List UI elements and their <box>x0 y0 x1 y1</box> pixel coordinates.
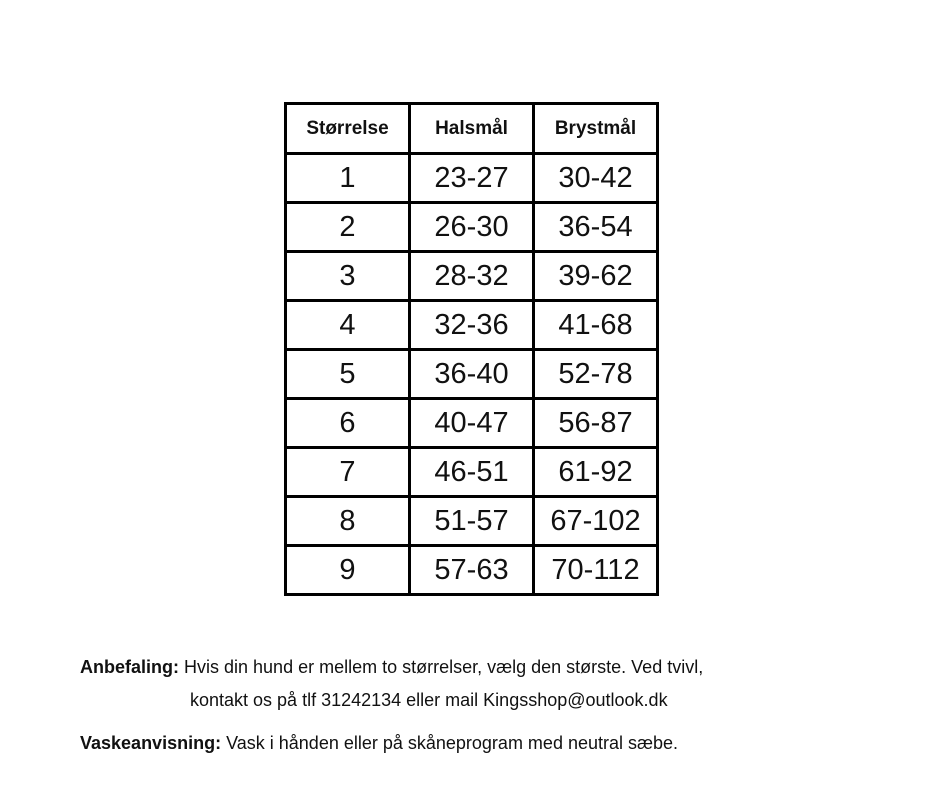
cell-size: 6 <box>286 399 410 448</box>
cell-chest: 41-68 <box>534 301 658 350</box>
table-row <box>286 350 658 399</box>
cell-size: 9 <box>286 546 410 595</box>
recommendation-line-2: kontakt os på tlf 31242134 eller mail Kingsshop@outlook.dk <box>190 690 668 710</box>
cell-chest: 36-54 <box>534 203 658 252</box>
cell-size: 7 <box>286 448 410 497</box>
cell-chest: 39-62 <box>534 252 658 301</box>
cell-chest: 56-87 <box>534 399 658 448</box>
cell-chest: 70-112 <box>534 546 658 595</box>
cell-size: 4 <box>286 301 410 350</box>
cell-size: 1 <box>286 154 410 203</box>
table-row <box>286 546 658 595</box>
washing-label: Vaskeanvisning: <box>80 733 222 753</box>
recommendation-line-1 <box>80 653 703 681</box>
size-table <box>284 102 659 596</box>
table-row <box>286 154 658 203</box>
cell-chest: 61-92 <box>534 448 658 497</box>
recommendation-text: Hvis din hund er mellem to størrelser, vælg den største. Ved tvivl, <box>184 657 704 677</box>
table-row <box>286 301 658 350</box>
table-row <box>286 399 658 448</box>
header-neck: Halsmål <box>410 104 534 154</box>
cell-size: 2 <box>286 203 410 252</box>
cell-neck: 51-57 <box>410 497 534 546</box>
cell-neck: 23-27 <box>410 154 534 203</box>
cell-neck: 40-47 <box>410 399 534 448</box>
table-row <box>286 448 658 497</box>
cell-neck: 46-51 <box>410 448 534 497</box>
recommendation-label: Anbefaling: <box>80 657 179 677</box>
header-size: Størrelse <box>286 104 410 154</box>
cell-neck: 36-40 <box>410 350 534 399</box>
cell-neck: 28-32 <box>410 252 534 301</box>
cell-size: 3 <box>286 252 410 301</box>
table-row <box>286 203 658 252</box>
cell-neck: 32-36 <box>410 301 534 350</box>
cell-chest: 30-42 <box>534 154 658 203</box>
washing-text: Vask i hånden eller på skåneprogram med neutral sæbe. <box>226 733 679 753</box>
table-row <box>286 252 658 301</box>
cell-chest: 52-78 <box>534 350 658 399</box>
table-header-row <box>286 104 658 154</box>
cell-size: 5 <box>286 350 410 399</box>
cell-neck: 57-63 <box>410 546 534 595</box>
washing-instructions <box>80 729 678 757</box>
table-row <box>286 497 658 546</box>
cell-size: 8 <box>286 497 410 546</box>
header-chest: Brystmål <box>534 104 658 154</box>
cell-neck: 26-30 <box>410 203 534 252</box>
cell-chest: 67-102 <box>534 497 658 546</box>
